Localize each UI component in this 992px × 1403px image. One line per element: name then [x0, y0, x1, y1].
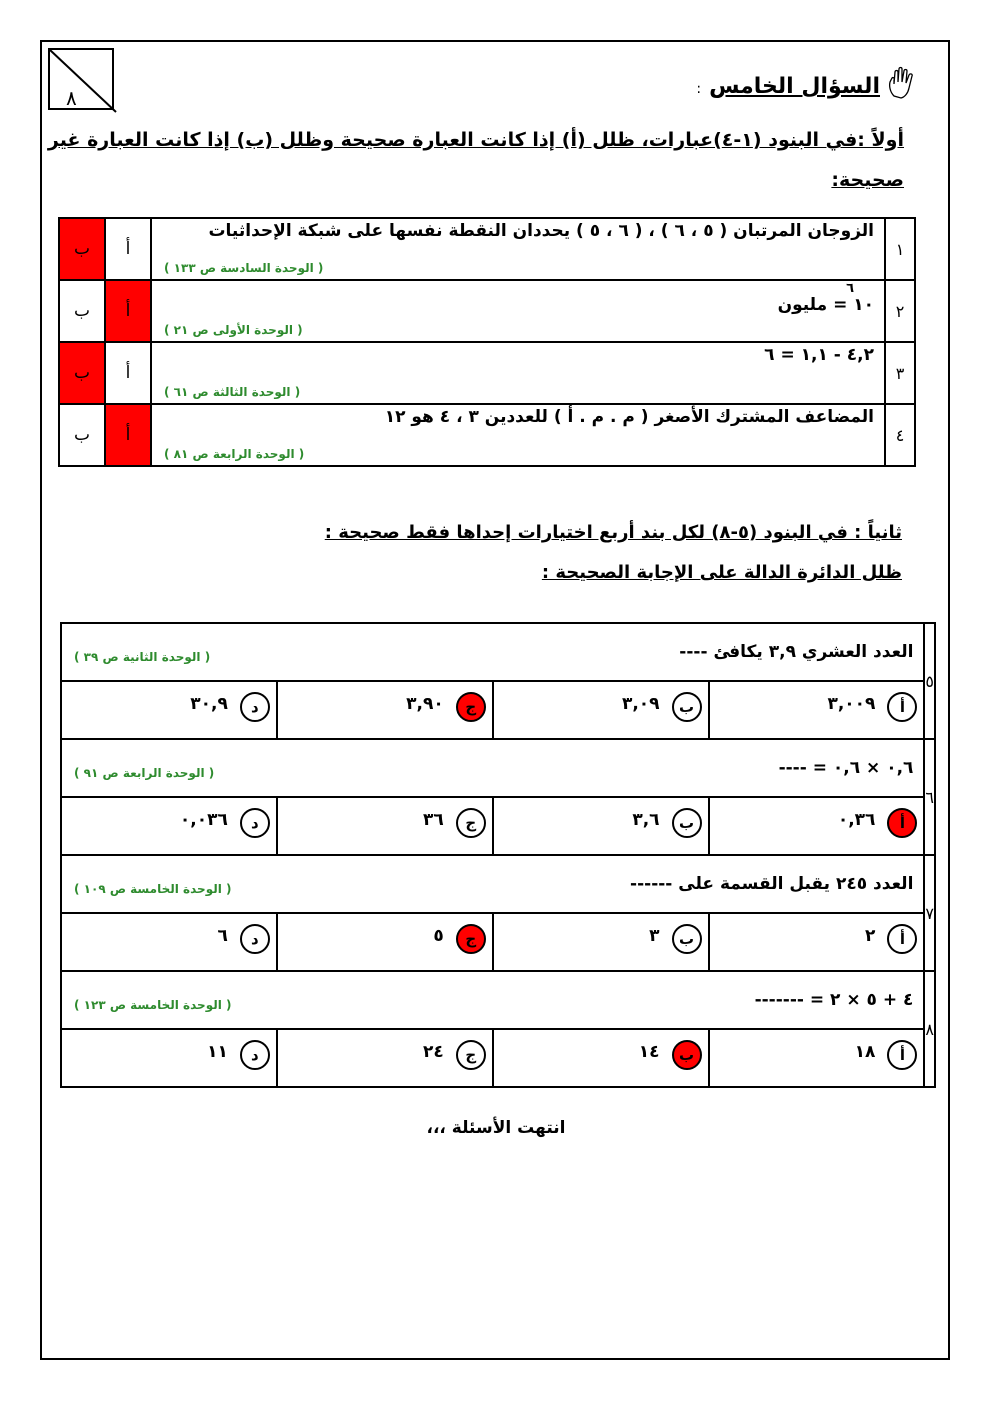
tf-option-b[interactable]: ب	[59, 218, 105, 280]
answer-circle-icon[interactable]: د	[240, 808, 270, 838]
mc-options-row	[61, 681, 935, 739]
tf-row	[59, 280, 915, 342]
mc-option[interactable]	[61, 913, 277, 971]
mc-item-number: ٥	[924, 623, 935, 739]
tf-item-number: ٢	[885, 280, 915, 342]
mc-question-row	[61, 855, 935, 913]
mc-option[interactable]	[493, 681, 709, 739]
score-box	[48, 48, 114, 110]
mc-option-value: ٣	[649, 926, 660, 946]
mc-question-text: العدد العشري ٣,٩ يكافئ ----	[679, 642, 914, 662]
mc-option[interactable]	[61, 797, 277, 855]
tf-row	[59, 218, 915, 280]
mc-option[interactable]	[277, 1029, 493, 1087]
answer-circle-icon[interactable]: د	[240, 924, 270, 954]
mc-question	[61, 623, 924, 681]
mc-option-value: ٣,٠٩	[621, 694, 660, 714]
raised-hand-icon	[886, 66, 916, 100]
mc-question	[61, 971, 924, 1029]
tf-statement	[151, 280, 885, 342]
tf-source-reference: ( الوحدة الرابعة ص ٨١ )	[164, 447, 305, 461]
mc-source-reference: ( الوحدة الثانية ص ٣٩ )	[74, 650, 211, 664]
mc-option[interactable]	[493, 913, 709, 971]
tf-exponent: ٦	[846, 281, 854, 296]
mc-question	[61, 739, 924, 797]
mc-option-value: ٣٠,٩	[190, 694, 228, 714]
tf-statement	[151, 218, 885, 280]
mc-option-value: ٢	[865, 926, 876, 946]
tf-item-number: ٤	[885, 404, 915, 466]
tf-option-a[interactable]: أ	[105, 342, 151, 404]
question-title	[696, 74, 880, 99]
part1-instruction-line1: أولاً :في البنود (١-٤)عبارات، ظلل (أ) إذا كانت العبارة صحيحة وظلل (ب) إذا كانت العبارة غير	[47, 129, 904, 151]
multiple-choice-table	[60, 622, 936, 1088]
mc-option-value: ١١	[207, 1042, 228, 1062]
tf-item-number: ٣	[885, 342, 915, 404]
mc-option-value: ٢٤	[422, 1042, 444, 1062]
mc-option[interactable]	[277, 797, 493, 855]
mc-options-row	[61, 913, 935, 971]
answer-circle-icon[interactable]: ب	[672, 924, 702, 954]
tf-option-a[interactable]: أ	[105, 404, 151, 466]
mc-option[interactable]	[61, 681, 277, 739]
mc-source-reference: ( الوحدة الخامسة ص ١٠٩ )	[74, 882, 232, 896]
mc-option[interactable]	[493, 797, 709, 855]
answer-circle-icon[interactable]: ج	[456, 924, 486, 954]
answer-circle-icon[interactable]: ج	[456, 1040, 486, 1070]
mc-question	[61, 855, 924, 913]
tf-statement-text: ١٠ = مليون	[777, 295, 874, 315]
mc-option-value: ١٤	[638, 1042, 660, 1062]
tf-option-a[interactable]: أ	[105, 280, 151, 342]
tf-row	[59, 404, 915, 466]
mc-option-value: ٣٦	[422, 810, 444, 830]
mc-option-value: ٠,٣٦	[837, 810, 876, 830]
tf-option-b[interactable]: ب	[59, 342, 105, 404]
true-false-table	[58, 217, 916, 467]
tf-source-reference: ( الوحدة الثالثة ص ٦١ )	[164, 385, 301, 399]
end-text: انتهت الأسئلة ،،،	[426, 1118, 566, 1138]
mc-source-reference: ( الوحدة الخامسة ص ١٢٣ )	[74, 998, 232, 1012]
mc-option[interactable]	[277, 681, 493, 739]
answer-circle-icon[interactable]: د	[240, 692, 270, 722]
mc-question-text: ٤ + ٥ × ٢ = -------	[754, 990, 914, 1010]
mc-option-value: ٣,٠٠٩	[827, 694, 876, 714]
mc-question-row	[61, 739, 935, 797]
part2-instruction-line2: ظلل الدائرة الدالة على الإجابة الصحيحة :	[541, 562, 902, 583]
mc-option[interactable]	[61, 1029, 277, 1087]
mc-question-text: العدد ٢٤٥ يقبل القسمة على ------	[630, 874, 914, 894]
mc-option-value: ٠,٠٣٦	[179, 810, 228, 830]
answer-circle-icon[interactable]: د	[240, 1040, 270, 1070]
answer-circle-icon[interactable]: ب	[672, 1040, 702, 1070]
mc-source-reference: ( الوحدة الرابعة ص ٩١ )	[74, 766, 215, 780]
answer-circle-icon[interactable]: ج	[456, 808, 486, 838]
answer-circle-icon[interactable]: ب	[672, 692, 702, 722]
mc-question-text: ٠,٦ × ٠,٦ = ----	[778, 758, 914, 778]
tf-option-a[interactable]: أ	[105, 218, 151, 280]
mc-option-value: ٥	[433, 926, 444, 946]
tf-statement-text: ٤,٢ - ١,١ = ٦	[764, 345, 874, 365]
mc-option[interactable]	[709, 1029, 925, 1087]
mc-item-number: ٨	[924, 971, 935, 1087]
answer-circle-icon[interactable]: ج	[456, 692, 486, 722]
mc-option[interactable]	[709, 681, 925, 739]
tf-item-number: ١	[885, 218, 915, 280]
tf-row	[59, 342, 915, 404]
part2-instruction-line1: ثانياً : في البنود (٥-٨) لكل بند أربع اختيارات إحداها فقط صحيحة :	[324, 522, 902, 543]
question-title-text: السؤال الخامس	[709, 74, 880, 99]
tf-statement	[151, 404, 885, 466]
question-title-colon: :	[696, 81, 702, 97]
mc-option-value: ١٨	[854, 1042, 876, 1062]
score-diagonal	[50, 50, 116, 112]
tf-source-reference: ( الوحدة السادسة ص ١٣٣ )	[164, 261, 324, 275]
mc-option-value: ٣,٦	[632, 810, 660, 830]
mc-options-row	[61, 1029, 935, 1087]
mc-question-row	[61, 971, 935, 1029]
mc-option-value: ٦	[217, 926, 228, 946]
answer-circle-icon[interactable]: أ	[887, 808, 917, 838]
mc-option[interactable]	[709, 913, 925, 971]
tf-source-reference: ( الوحدة الأولى ص ٢١ )	[164, 323, 303, 337]
part1-instruction	[47, 120, 904, 200]
answer-circle-icon[interactable]: أ	[887, 924, 917, 954]
score-value: ٨	[66, 86, 77, 110]
mc-question-row	[61, 623, 935, 681]
mc-option[interactable]	[709, 797, 925, 855]
part1-instruction-line2: صحيحة:	[831, 169, 904, 191]
mc-option[interactable]	[277, 913, 493, 971]
tf-option-b[interactable]: ب	[59, 280, 105, 342]
answer-circle-icon[interactable]: ب	[672, 808, 702, 838]
tf-statement-text: الزوجان المرتبان ( ٥ ، ٦ ) ، ( ٦ ، ٥ ) يحددان النقطة نفسها على شبكة الإحداثيات	[208, 221, 874, 241]
tf-option-b[interactable]: ب	[59, 404, 105, 466]
tf-statement-text: المضاعف المشترك الأصغر ( م . م . أ ) للعددين ٣ ، ٤ هو ١٢	[384, 407, 874, 427]
tf-statement	[151, 342, 885, 404]
mc-option-value: ٣,٩٠	[406, 694, 444, 714]
answer-circle-icon[interactable]: أ	[887, 692, 917, 722]
mc-item-number: ٦	[924, 739, 935, 855]
mc-options-row	[61, 797, 935, 855]
answer-circle-icon[interactable]: أ	[887, 1040, 917, 1070]
mc-item-number: ٧	[924, 855, 935, 971]
mc-option[interactable]	[493, 1029, 709, 1087]
